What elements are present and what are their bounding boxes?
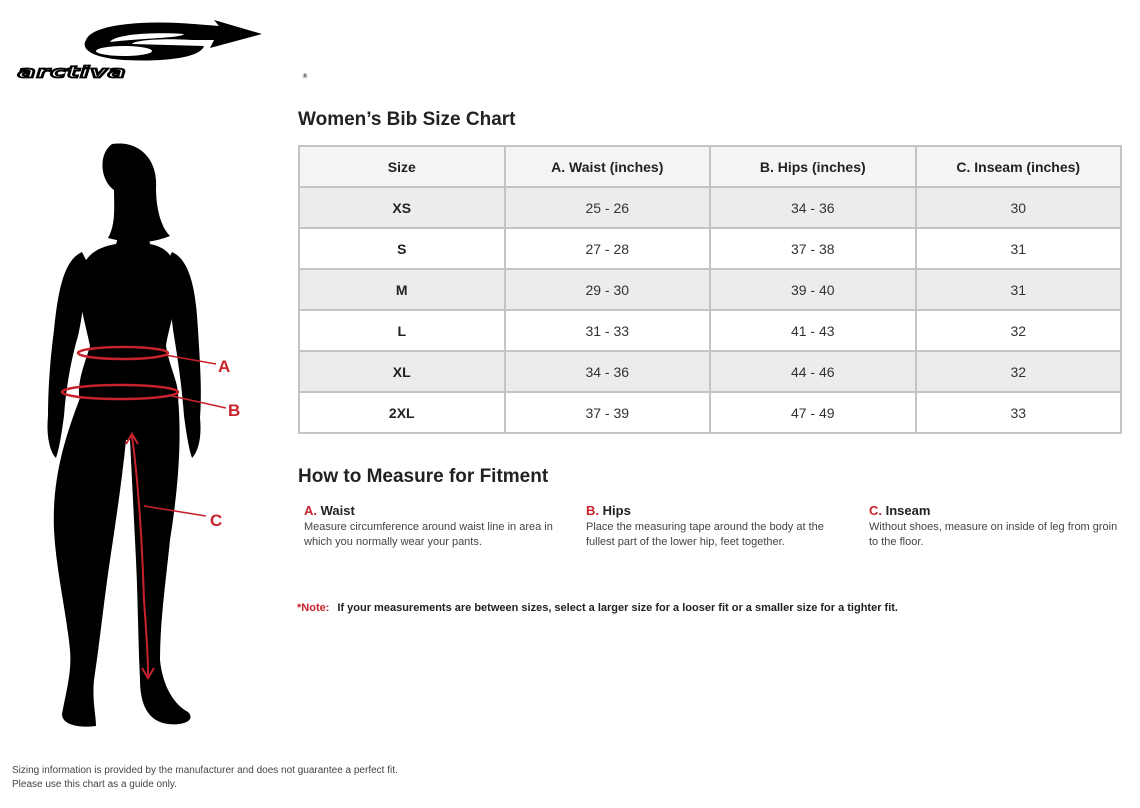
size-cell: XS xyxy=(299,187,505,228)
waist-cell: 27 - 28 xyxy=(505,228,711,269)
measure-description: Place the measuring tape around the body at the fullest part of the lower hip, feet together. xyxy=(586,521,824,548)
arctiva-logo xyxy=(14,18,314,82)
disclaimer-line-2: Please use this chart as a guide only. xyxy=(12,779,177,790)
header-waist: A. Waist (inches) xyxy=(505,146,711,187)
table-row xyxy=(299,228,1121,269)
table-row xyxy=(299,392,1121,433)
table-row xyxy=(299,187,1121,228)
fit-note xyxy=(297,602,898,614)
header-hips: B. Hips (inches) xyxy=(710,146,916,187)
table-row xyxy=(299,351,1121,392)
hips-cell: 39 - 40 xyxy=(710,269,916,310)
size-chart-table xyxy=(298,145,1122,434)
measure-description: Measure circumference around waist line in area in which you normally wear your pants. xyxy=(304,521,553,548)
waist-cell: 37 - 39 xyxy=(505,392,711,433)
disclaimer xyxy=(12,764,398,792)
hips-cell: 41 - 43 xyxy=(710,310,916,351)
inseam-cell: 31 xyxy=(916,228,1122,269)
body-silhouette-diagram xyxy=(20,140,260,740)
size-cell: XL xyxy=(299,351,505,392)
hips-cell: 34 - 36 xyxy=(710,187,916,228)
table-row xyxy=(299,310,1121,351)
hips-cell: 37 - 38 xyxy=(710,228,916,269)
waist-cell: 29 - 30 xyxy=(505,269,711,310)
header-inseam: C. Inseam (inches) xyxy=(916,146,1122,187)
inseam-cell: 30 xyxy=(916,187,1122,228)
inseam-cell: 32 xyxy=(916,310,1122,351)
waist-cell: 31 - 33 xyxy=(505,310,711,351)
measure-letter: C. xyxy=(869,503,882,518)
measure-inseam xyxy=(869,503,1129,550)
inseam-cell: 33 xyxy=(916,392,1122,433)
silhouette xyxy=(47,143,200,726)
inseam-cell: 32 xyxy=(916,351,1122,392)
measure-name: Inseam xyxy=(885,503,931,518)
measure-waist xyxy=(304,503,564,550)
waist-cell: 34 - 36 xyxy=(505,351,711,392)
inseam-cell: 31 xyxy=(916,269,1122,310)
label-c: C xyxy=(210,511,223,530)
svg-text:®: ® xyxy=(302,73,308,80)
measure-name: Waist xyxy=(320,503,355,518)
size-cell: M xyxy=(299,269,505,310)
header-size: Size xyxy=(299,146,505,187)
measure-letter: B. xyxy=(586,503,599,518)
size-cell: L xyxy=(299,310,505,351)
hips-cell: 47 - 49 xyxy=(710,392,916,433)
how-to-measure-title: How to Measure for Fitment xyxy=(298,466,549,487)
waist-cell: 25 - 26 xyxy=(505,187,711,228)
hips-cell: 44 - 46 xyxy=(710,351,916,392)
table-header-row xyxy=(299,146,1121,187)
measure-hips xyxy=(586,503,846,550)
label-b: B xyxy=(228,401,241,420)
disclaimer-line-1: Sizing information is provided by the manufacturer and does not guarantee a perfect fit. xyxy=(12,765,398,776)
table-row xyxy=(299,269,1121,310)
measure-name: Hips xyxy=(602,503,631,518)
size-cell: S xyxy=(299,228,505,269)
chart-title: Women’s Bib Size Chart xyxy=(298,109,516,130)
label-a: A xyxy=(218,357,231,376)
svg-text:arctiva: arctiva xyxy=(18,63,127,82)
size-cell: 2XL xyxy=(299,392,505,433)
note-text: If your measurements are between sizes, select a larger size for a looser fit or a smaller size for a tighter fit. xyxy=(337,602,898,614)
note-label: *Note: xyxy=(297,602,330,614)
measure-description: Without shoes, measure on inside of leg from groin to the floor. xyxy=(869,521,1118,548)
measure-letter: A. xyxy=(304,503,317,518)
